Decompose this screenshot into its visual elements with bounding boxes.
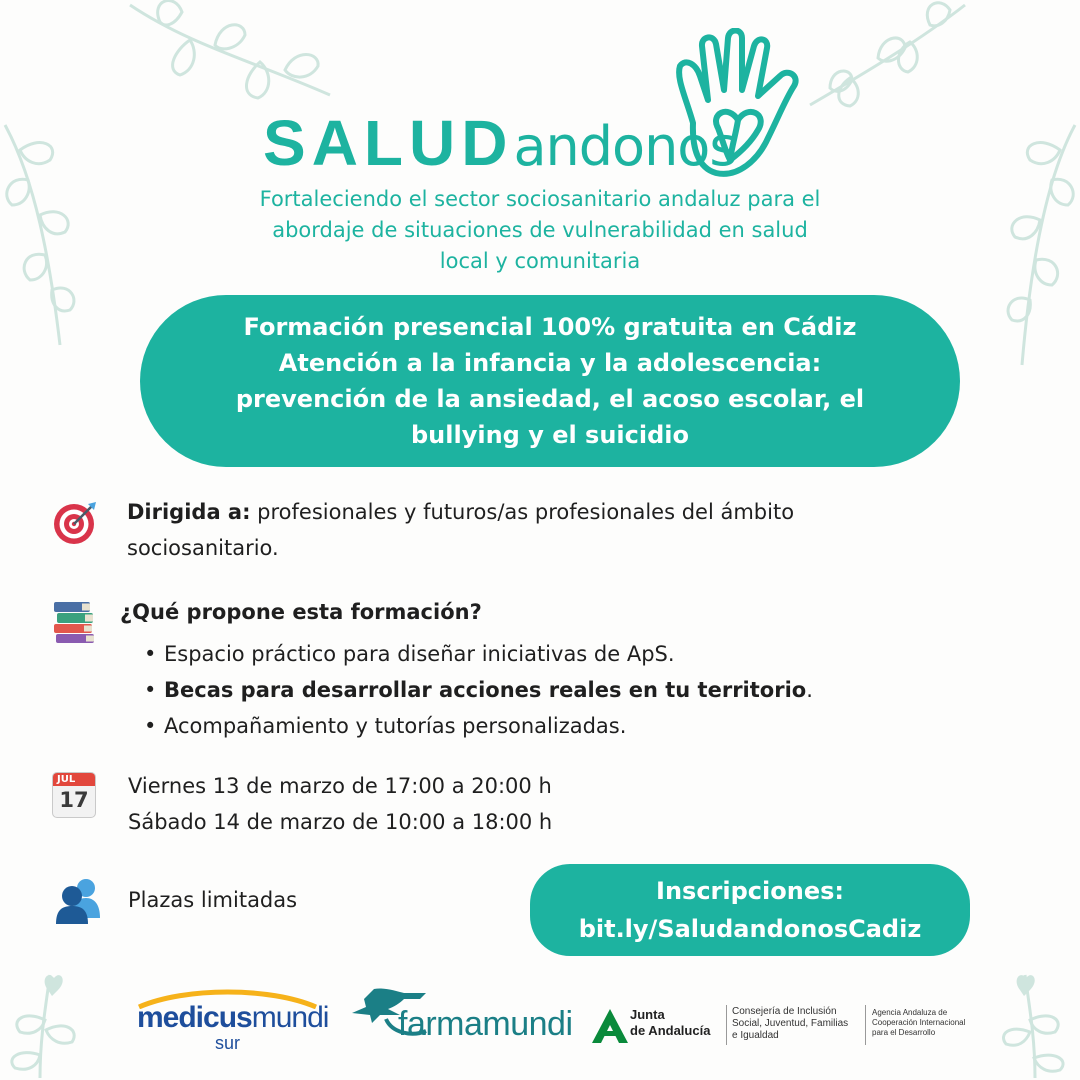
- consejeria-line: Consejería de Inclusión: [732, 1006, 837, 1017]
- proposal-item-bold-text: Becas para desarrollar acciones reales en tu territorio: [164, 678, 807, 702]
- leaf-branch-right-icon: [1000, 120, 1080, 370]
- junta-a-icon: [592, 1009, 628, 1043]
- audience-label: Dirigida a:: [127, 500, 251, 524]
- subtitle-line: abordaje de situaciones de vulnerabilidad en salud: [272, 218, 808, 242]
- proposal-item-text: Espacio práctico para diseñar iniciativas de ApS.: [164, 642, 675, 666]
- cta-label: Inscripciones:: [656, 877, 844, 905]
- calendar-icon: [52, 772, 96, 818]
- subtitle-line: Fortaleciendo el sector sociosanitario andaluz para el: [259, 187, 821, 211]
- footer-divider: [726, 1005, 727, 1045]
- cta-link[interactable]: bit.ly/SaludandonosCadiz: [578, 915, 922, 943]
- proposal-list: [140, 636, 960, 744]
- farmamundi-text: farmamundi: [398, 1005, 573, 1043]
- leaf-branch-top-left-icon: [120, 0, 340, 100]
- leaf-sprout-bottom-right-icon: [990, 960, 1080, 1080]
- proposal-item-text: Acompañamiento y tutorías personalizadas.: [164, 714, 627, 738]
- agencia-line: Agencia Andaluza de: [872, 1008, 948, 1017]
- calendar-month: JUL: [53, 773, 95, 786]
- subtitle: [140, 184, 940, 277]
- places-text: Plazas limitadas: [128, 888, 298, 912]
- medicus-bold-text: medicus: [137, 1001, 252, 1034]
- audience-text: [127, 494, 947, 566]
- banner-line: Formación presencial 100% gratuita en Cádiz: [243, 313, 857, 341]
- medicusmundi-logo: [135, 985, 329, 1055]
- leaf-sprout-bottom-left-icon: [0, 960, 90, 1080]
- footer-divider: [865, 1005, 866, 1045]
- list-item: [140, 672, 960, 708]
- junta-line1: Junta: [630, 1007, 665, 1022]
- consejeria-line: Social, Juventud, Familias: [732, 1018, 849, 1029]
- consejeria-line: e Igualdad: [732, 1030, 779, 1041]
- junta-andalucia-logo: [592, 1005, 722, 1049]
- medicus-sub-text: sur: [215, 1033, 241, 1053]
- banner-line: bullying y el suicidio: [410, 421, 689, 449]
- banner-line: prevención de la ansiedad, el acoso escolar, el: [235, 385, 865, 413]
- agencia-text: [872, 1008, 965, 1038]
- logo-light-text: andonos: [513, 115, 737, 178]
- brand-logo: [263, 108, 736, 178]
- hand-heart-icon: [668, 28, 816, 188]
- leaf-branch-top-right-icon: [800, 0, 970, 110]
- agencia-line: Cooperación Internacional: [872, 1018, 966, 1027]
- schedule-line: Viernes 13 de marzo de 17:00 a 20:00 h: [128, 774, 552, 798]
- proposal-item-tail: .: [806, 678, 813, 702]
- consejeria-text: [732, 1006, 848, 1042]
- schedule-line: Sábado 14 de marzo de 10:00 a 18:00 h: [128, 810, 553, 834]
- medicus-light-text: mundi: [251, 1001, 329, 1034]
- target-icon: [52, 500, 100, 546]
- junta-line2: de Andalucía: [630, 1023, 711, 1038]
- audience-text-line2: sociosanitario.: [127, 536, 279, 560]
- list-item: [140, 708, 960, 744]
- people-icon: [52, 874, 104, 926]
- registration-button[interactable]: [530, 864, 970, 956]
- leaf-branch-left-icon: [0, 120, 80, 350]
- course-banner: [140, 295, 960, 467]
- banner-line: Atención a la infancia y la adolescencia:: [278, 349, 822, 377]
- farmamundi-logo: [350, 985, 573, 1060]
- audience-text-line1: profesionales y futuros/as profesionales del ámbito: [250, 500, 795, 524]
- agencia-line: para el Desarrollo: [872, 1028, 936, 1037]
- books-icon: [52, 600, 96, 644]
- logo-bold-text: SALUD: [263, 107, 514, 179]
- schedule-text: [128, 768, 828, 840]
- subtitle-line: local y comunitaria: [439, 249, 641, 273]
- list-item: [140, 636, 960, 672]
- proposal-heading: ¿Qué propone esta formación?: [120, 600, 482, 624]
- calendar-day: 17: [59, 788, 89, 812]
